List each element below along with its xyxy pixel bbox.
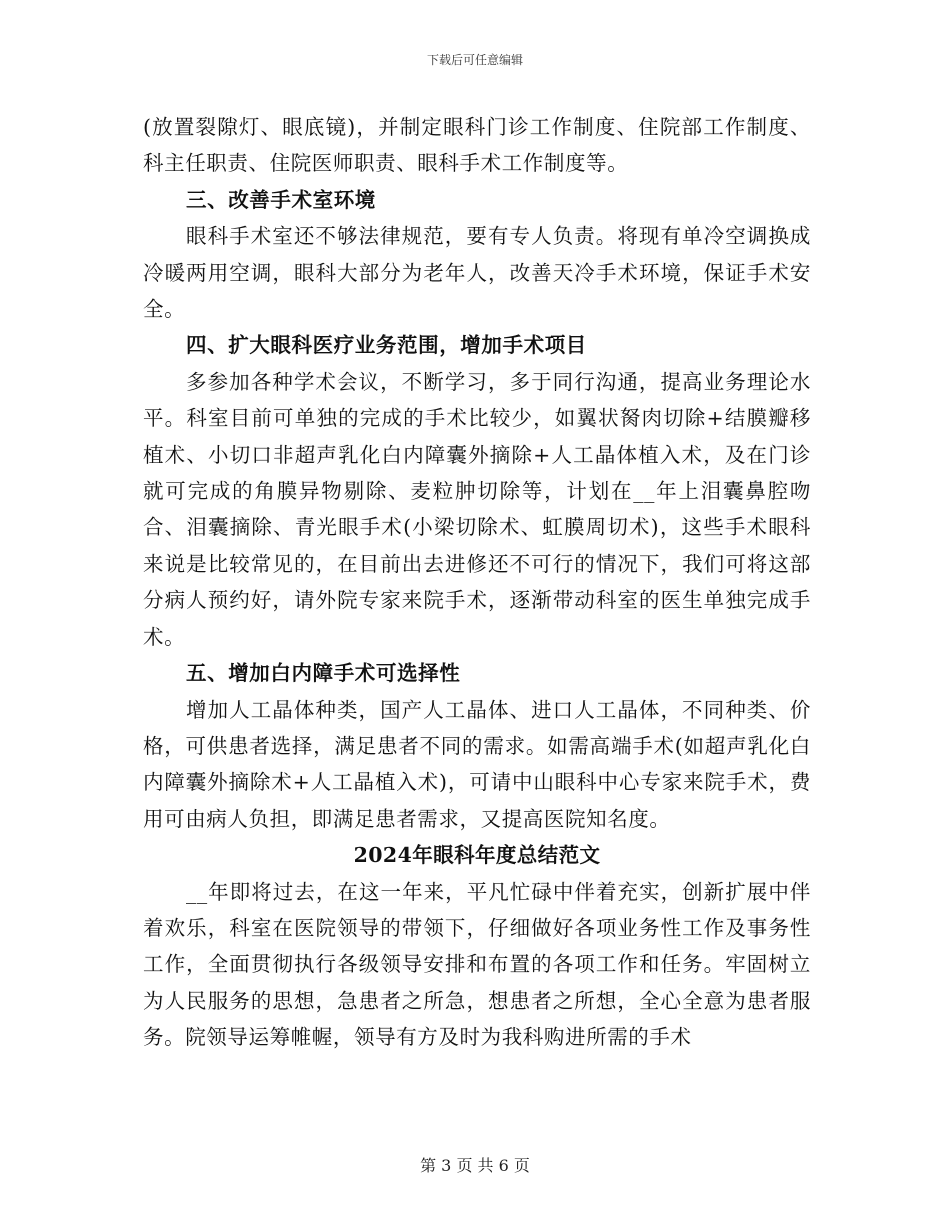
page-header: 下载后可任意编辑	[426, 53, 523, 67]
article-title: 2024年眼科年度总结范文	[353, 843, 601, 868]
paragraph-continued: (放置裂隙灯、眼底镜)，并制定眼科门诊工作制度、住院部工作制度、科主任职责、住院医师职责、眼科手术工作制度等。	[143, 115, 811, 176]
paragraph-operating-room: 眼科手术室还不够法律规范，要有专人负责。将现有单冷空调换成冷暖两用空调，眼科大部分为老年人，改善天冷手术环境，保证手术安全。	[143, 224, 811, 322]
document-body	[143, 109, 811, 1056]
paragraph-cataract-options: 增加人工晶体种类，国产人工晶体、进口人工晶体，不同种类、价格，可供患者选择，满足患者不同的需求。如需高端手术(如超声乳化白内障囊外摘除术+人工晶植入术)，可请中山眼科中心专家来院手术，费用可由病人负担，即满足患者需求，又提高医院知名度。	[143, 697, 811, 831]
section-heading-3: 三、改善手术室环境	[186, 187, 376, 212]
section-heading-4: 四、扩大眼科医疗业务范围，增加手术项目	[186, 333, 587, 358]
paragraph-expand-scope: 多参加各种学术会议，不断学习，多于同行沟通，提高业务理论水平。科室目前可单独的完成的手术比较少，如翼状胬肉切除+结膜瓣移植术、小切口非超声乳化白内障囊外摘除+人工晶体植入术，及在门诊就可完成的角膜异物剔除、麦粒肿切除等，计划在__年上泪囊鼻腔吻合、泪囊摘除、青光眼手术(小梁切除术、虹膜周切术)，这些手术眼科来说是比较常见的，在目前出去进修还不可行的情况下，我们可将这部分病人预约好，请外院专家来院手术，逐渐带动科室的医生单独完成手术。	[143, 369, 811, 649]
section-heading-5: 五、增加白内障手术可选择性	[186, 661, 461, 686]
page-number: 第 3 页 共 6 页	[420, 1156, 530, 1175]
paragraph-annual-summary: __年即将过去，在这一年来，平凡忙碌中伴着充实，创新扩展中伴着欢乐，科室在医院领导的带领下，仔细做好各项业务性工作及事务性工作，全面贯彻执行各级领导安排和布置的各项工作和任务。牢固树立为人民服务的思想，急患者之所急，想患者之所想，全心全意为患者服务。院领导运筹帷幄，领导有方及时为我科购进所需的手术	[143, 879, 811, 1050]
